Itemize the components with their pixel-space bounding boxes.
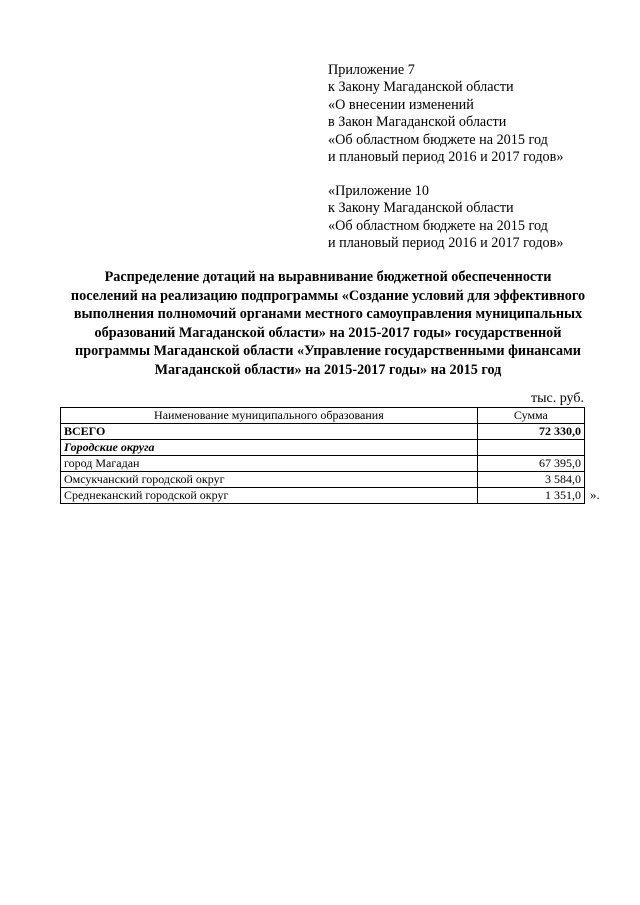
- title-line: поселений на реализацию подпрограммы «Создание условий для эффективного: [70, 287, 586, 304]
- appendix-10-line: к Закону Магаданской области: [328, 200, 514, 217]
- table-row: [61, 488, 585, 504]
- group-row: [61, 440, 585, 456]
- row-amount: 67 395,0: [477, 456, 584, 472]
- total-name: ВСЕГО: [61, 424, 478, 440]
- title-line: Магаданской области» на 2015-2017 годы» на 2015 год: [154, 361, 502, 378]
- appendix-10-line: «Об областном бюджете на 2015 год: [328, 217, 548, 234]
- table-row: [61, 456, 585, 472]
- closing-quote-mark: ».: [590, 487, 600, 502]
- units-label: тыс. руб.: [531, 391, 584, 406]
- header-amount: Сумма: [477, 408, 584, 424]
- group-amount-empty: [477, 440, 584, 456]
- appendix-7-line: «О внесении изменений: [328, 96, 474, 113]
- appendix-7-header: [328, 62, 563, 166]
- appendix-7-line: к Закону Магаданской области: [328, 79, 514, 96]
- title-line: выполнения полномочий органами местного самоуправления муниципальных: [73, 306, 583, 322]
- table-header-row: [61, 408, 585, 424]
- document-title: [48, 268, 608, 379]
- appendix-7-line: Приложение 7: [328, 62, 415, 78]
- row-name: Омсукчанский городской округ: [61, 472, 478, 488]
- appendix-7-line: в Закон Магаданской области: [328, 114, 507, 131]
- row-name: Среднеканский городской округ: [61, 488, 478, 504]
- header-name: Наименование муниципального образования: [61, 408, 478, 424]
- row-amount: 1 351,0: [477, 488, 584, 504]
- total-amount: 72 330,0: [477, 424, 584, 440]
- table-row: [61, 472, 585, 488]
- row-amount: 3 584,0: [477, 472, 584, 488]
- appendix-10-line: и плановый период 2016 и 2017 годов»: [328, 235, 564, 252]
- subsidies-table: [60, 407, 585, 504]
- appendix-10-header: [328, 183, 563, 253]
- appendix-10-line: «Приложение 10: [328, 183, 429, 199]
- appendix-7-line: «Об областном бюджете на 2015 год: [328, 131, 548, 148]
- title-line: Распределение дотаций на выравнивание бюджетной обеспеченности: [104, 269, 552, 285]
- title-line: образований Магаданской области» на 2015-2017 годы» государственной: [94, 324, 562, 341]
- appendix-7-line: и плановый период 2016 и 2017 годов»: [328, 148, 564, 165]
- total-row: [61, 424, 585, 440]
- group-name: Городские округа: [61, 440, 478, 456]
- row-name: город Магадан: [61, 456, 478, 472]
- title-line: программы Магаданской области «Управление государственными финансами: [75, 343, 581, 359]
